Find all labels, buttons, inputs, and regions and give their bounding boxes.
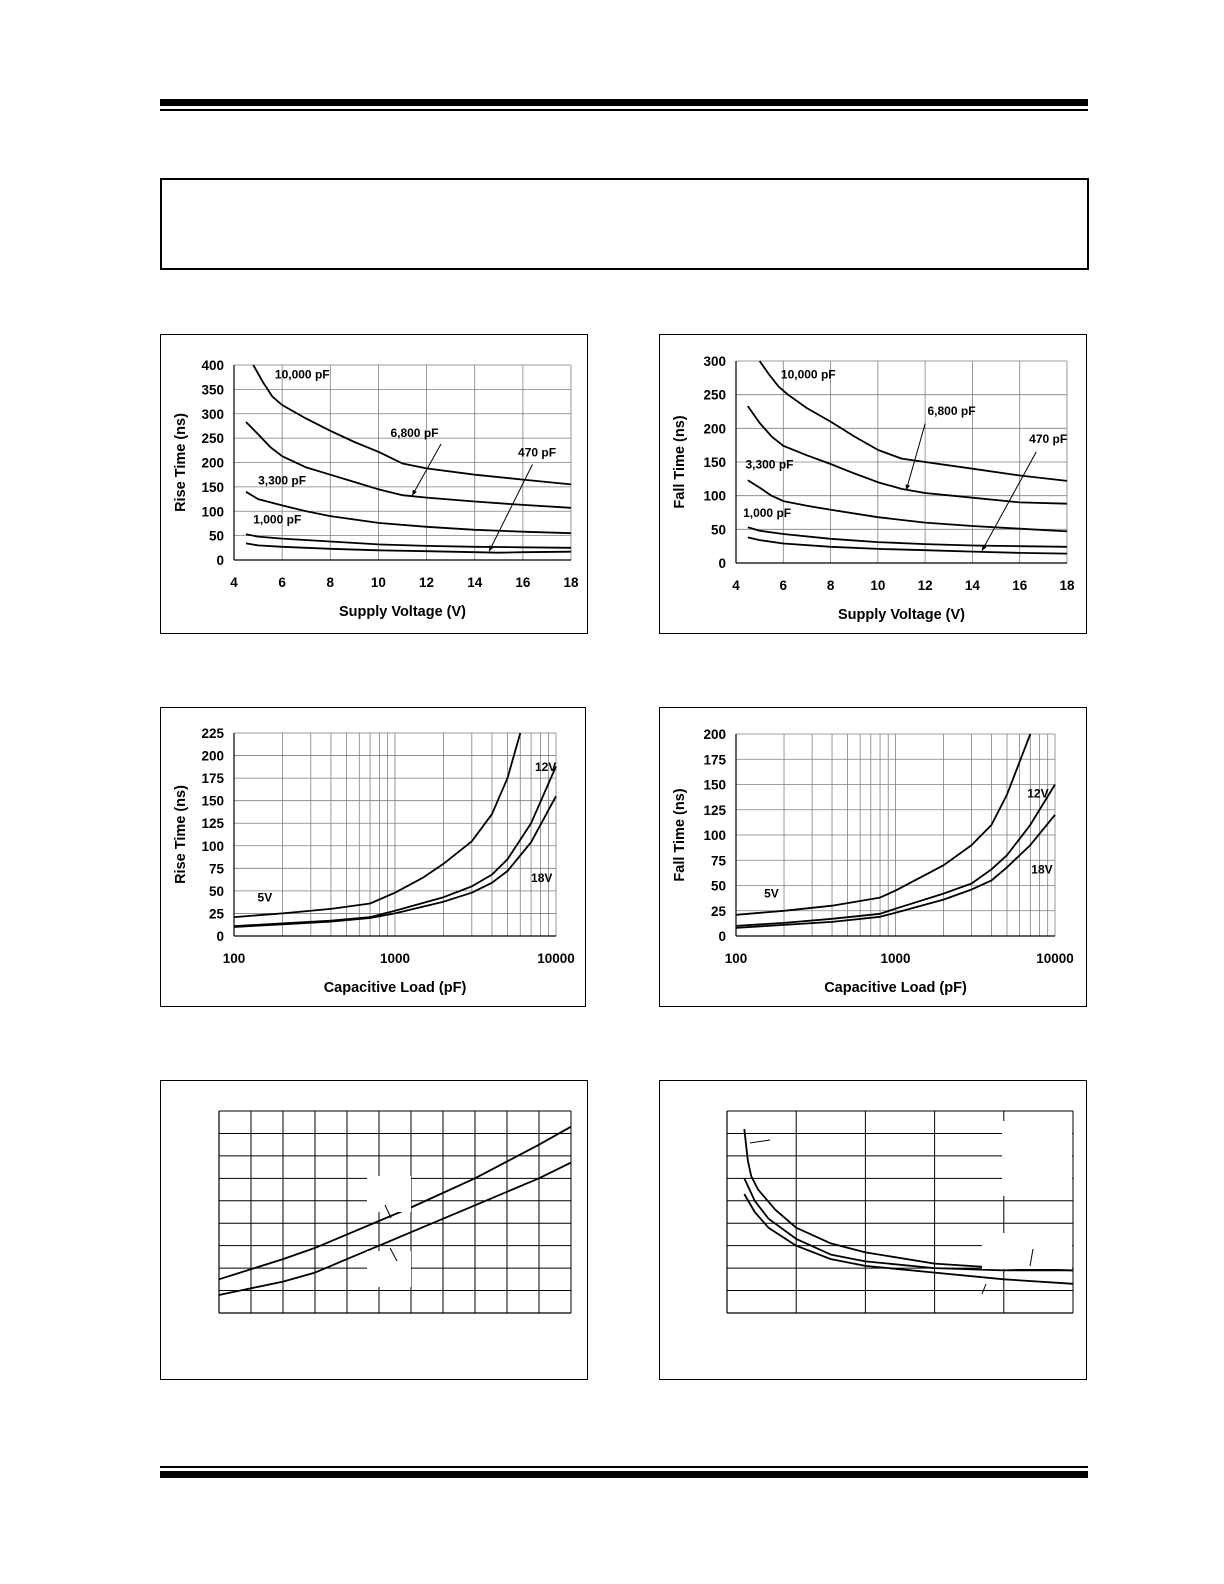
x-axis-label: Supply Voltage (V) — [837, 607, 966, 623]
annotation-12v: 12V — [1027, 786, 1049, 801]
y-tick-label: 150 — [703, 777, 726, 793]
annotation-10-000-pf: 10,000 pF — [780, 367, 836, 382]
y-tick-label: 125 — [201, 816, 224, 832]
x-tick-label: 14 — [467, 575, 483, 590]
y-axis-label: Rise Time (ns) — [173, 413, 189, 512]
y-tick-label: 0 — [216, 553, 224, 568]
x-tick-label: 6 — [779, 578, 788, 593]
label-patch — [367, 1176, 411, 1212]
annotation-1-000-pf: 1,000 pF — [253, 512, 302, 527]
y-tick-label: 100 — [703, 828, 726, 843]
y-tick-label: 150 — [703, 455, 726, 470]
y-tick-label: 150 — [201, 479, 224, 495]
x-tick-label: 4 — [732, 578, 740, 593]
y-tick-label: 50 — [208, 528, 224, 544]
x-tick-label: 10 — [870, 578, 886, 593]
annotation-5v: 5V — [764, 886, 779, 901]
x-tick-label: 10000 — [537, 951, 575, 966]
annotation-6-800-pf: 6,800 pF — [390, 426, 439, 441]
header-rule-thick — [160, 99, 1088, 106]
y-tick-label: 50 — [710, 878, 726, 894]
x-tick-label: 1000 — [880, 951, 911, 966]
x-axis-label: Supply Voltage (V) — [338, 604, 467, 620]
label-patch — [367, 1251, 411, 1287]
y-tick-label: 175 — [703, 752, 726, 768]
y-tick-label: 75 — [710, 853, 726, 869]
x-tick-label: 12 — [419, 575, 435, 590]
y-tick-label: 200 — [201, 748, 224, 764]
y-tick-label: 0 — [718, 929, 726, 944]
annotation-12v: 12V — [534, 759, 557, 774]
y-tick-label: 250 — [703, 387, 726, 403]
y-tick-label: 100 — [201, 838, 224, 854]
note-box — [160, 178, 1089, 270]
x-tick-label: 12 — [917, 578, 933, 593]
y-tick-label: 300 — [201, 406, 224, 422]
y-tick-label: 200 — [201, 455, 224, 471]
y-tick-label: 200 — [703, 421, 726, 437]
y-tick-label: 100 — [703, 488, 726, 504]
y-tick-label: 150 — [201, 793, 224, 809]
x-tick-label: 18 — [1059, 578, 1075, 593]
chart-rise-time-vs-supply-voltage — [160, 334, 588, 634]
annotation-1-000-pf: 1,000 pF — [743, 506, 792, 521]
footer-rule-thick — [160, 1471, 1088, 1478]
y-axis-label: Fall Time (ns) — [672, 788, 688, 882]
x-tick-label: 100 — [724, 951, 748, 966]
y-axis-label: Fall Time (ns) — [672, 415, 688, 509]
chart-unlabeled-right — [659, 1080, 1087, 1380]
x-tick-label: 100 — [222, 951, 246, 966]
chart-unlabeled-left — [160, 1080, 588, 1380]
x-tick-label: 8 — [826, 578, 835, 593]
x-tick-label: 6 — [278, 575, 286, 590]
y-tick-label: 0 — [718, 556, 726, 571]
x-tick-label: 14 — [964, 578, 980, 593]
annotation-18v: 18V — [1031, 862, 1053, 877]
y-tick-label: 300 — [703, 354, 726, 369]
y-tick-label: 225 — [201, 726, 224, 741]
chart-fall-time-vs-supply-voltage — [659, 334, 1087, 634]
x-axis-label: Capacitive Load (pF) — [824, 980, 967, 996]
y-tick-label: 25 — [208, 906, 224, 922]
annotation-470-pf: 470 pF — [1029, 432, 1068, 447]
x-tick-label: 4 — [230, 575, 238, 590]
y-tick-label: 0 — [216, 929, 224, 944]
grid — [234, 733, 556, 936]
label-patch — [982, 1233, 1072, 1269]
y-tick-label: 125 — [703, 802, 726, 818]
x-tick-label: 16 — [515, 575, 531, 590]
chart-fall-time-vs-capacitive-load — [659, 707, 1087, 1007]
y-tick-label: 100 — [201, 504, 224, 520]
y-tick-label: 50 — [208, 883, 224, 899]
x-axis-label: Capacitive Load (pF) — [323, 980, 467, 996]
annotation-10-000-pf: 10,000 pF — [274, 367, 330, 382]
x-tick-label: 16 — [1012, 578, 1028, 593]
annotation-3-300-pf: 3,300 pF — [745, 457, 794, 472]
y-tick-label: 175 — [201, 771, 224, 787]
x-tick-label: 10000 — [1036, 951, 1074, 966]
annotation-6-800-pf: 6,800 pF — [927, 403, 976, 418]
y-tick-label: 350 — [201, 382, 224, 398]
label-patch — [1002, 1121, 1072, 1196]
y-tick-label: 200 — [703, 727, 726, 742]
y-tick-label: 75 — [208, 861, 224, 877]
annotation-470-pf: 470 pF — [518, 445, 557, 460]
x-tick-label: 8 — [326, 575, 335, 590]
annotation-18v: 18V — [531, 870, 553, 885]
y-tick-label: 400 — [201, 358, 224, 373]
grid — [736, 734, 1055, 936]
header-rule-thin — [160, 109, 1088, 111]
x-tick-label: 18 — [563, 575, 579, 590]
x-tick-label: 10 — [370, 575, 386, 590]
y-tick-label: 50 — [710, 522, 726, 538]
chart-rise-time-vs-capacitive-load — [160, 707, 586, 1007]
annotation-5v: 5V — [257, 890, 273, 905]
y-tick-label: 250 — [201, 431, 224, 447]
y-tick-label: 25 — [710, 903, 726, 919]
annotation-3-300-pf: 3,300 pF — [258, 473, 307, 488]
x-tick-label: 1000 — [379, 951, 411, 966]
y-axis-label: Rise Time (ns) — [173, 785, 189, 884]
footer-rule-thin — [160, 1466, 1088, 1468]
